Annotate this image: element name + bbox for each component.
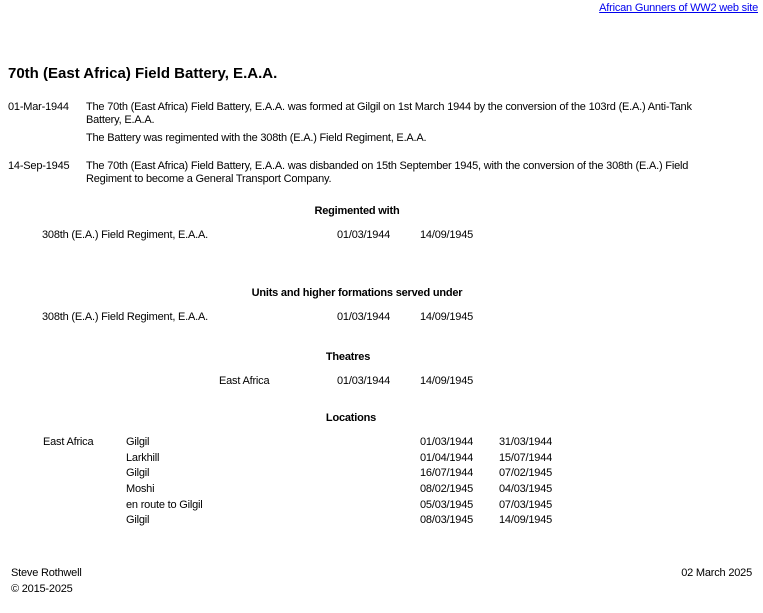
- date-to: 14/09/1945: [499, 514, 553, 526]
- event-date: 14-Sep-1945: [8, 160, 70, 172]
- date-to: 04/03/1945: [499, 483, 553, 495]
- event-text: The 70th (East Africa) Field Battery, E.A.A. was formed at Gilgil on 1st March 1944 by the conversion of the 103rd (E.A.) Anti-Tank Battery, E.A.A.: [86, 101, 692, 126]
- date-from: 08/03/1945: [420, 514, 474, 526]
- unit-name: 308th (E.A.) Field Regiment, E.A.A.: [42, 229, 209, 241]
- location-place: Gilgil: [126, 436, 150, 448]
- date-from: 01/03/1944: [337, 375, 391, 387]
- date-to: 07/02/1945: [499, 467, 553, 479]
- date-to: 07/03/1945: [499, 499, 553, 511]
- date-from: 16/07/1944: [420, 467, 474, 479]
- location-place: Gilgil: [126, 514, 150, 526]
- page-title: 70th (East Africa) Field Battery, E.A.A.: [8, 65, 278, 82]
- footer-copyright: © 2015-2025: [11, 583, 73, 595]
- location-place: Moshi: [126, 483, 155, 495]
- date-to: 14/09/1945: [420, 375, 474, 387]
- unit-name: 308th (E.A.) Field Regiment, E.A.A.: [42, 311, 209, 323]
- date-from: 08/02/1945: [420, 483, 474, 495]
- date-from: 05/03/1945: [420, 499, 474, 511]
- footer-date: 02 March 2025: [681, 567, 752, 579]
- date-to: 14/09/1945: [420, 311, 474, 323]
- section-heading: Theatres: [325, 351, 371, 363]
- footer-author: Steve Rothwell: [11, 567, 82, 579]
- date-to: 14/09/1945: [420, 229, 474, 241]
- date-to: 31/03/1944: [499, 436, 553, 448]
- date-from: 01/03/1944: [337, 311, 391, 323]
- section-heading: Units and higher formations served under: [251, 287, 463, 299]
- section-heading: Regimented with: [314, 205, 400, 217]
- date-to: 15/07/1944: [499, 452, 553, 464]
- date-from: 01/04/1944: [420, 452, 474, 464]
- event-text: The 70th (East Africa) Field Battery, E.A.A. was disbanded on 15th September 1945, with the conversion of the 308th (E.A.) Field Regiment to become a General Transport Company.: [86, 160, 689, 185]
- date-from: 01/03/1944: [420, 436, 474, 448]
- location-theatre: East Africa: [43, 436, 94, 448]
- location-place: en route to Gilgil: [126, 499, 203, 511]
- date-from: 01/03/1944: [337, 229, 391, 241]
- section-heading: Locations: [325, 412, 377, 424]
- event-text: The Battery was regimented with the 308th (E.A.) Field Regiment, E.A.A.: [86, 132, 427, 144]
- location-place: Gilgil: [126, 467, 150, 479]
- theatre-name: East Africa: [219, 375, 270, 387]
- event-date: 01-Mar-1944: [8, 101, 69, 113]
- location-place: Larkhill: [126, 452, 160, 464]
- site-home-link[interactable]: African Gunners of WW2 web site: [599, 2, 758, 14]
